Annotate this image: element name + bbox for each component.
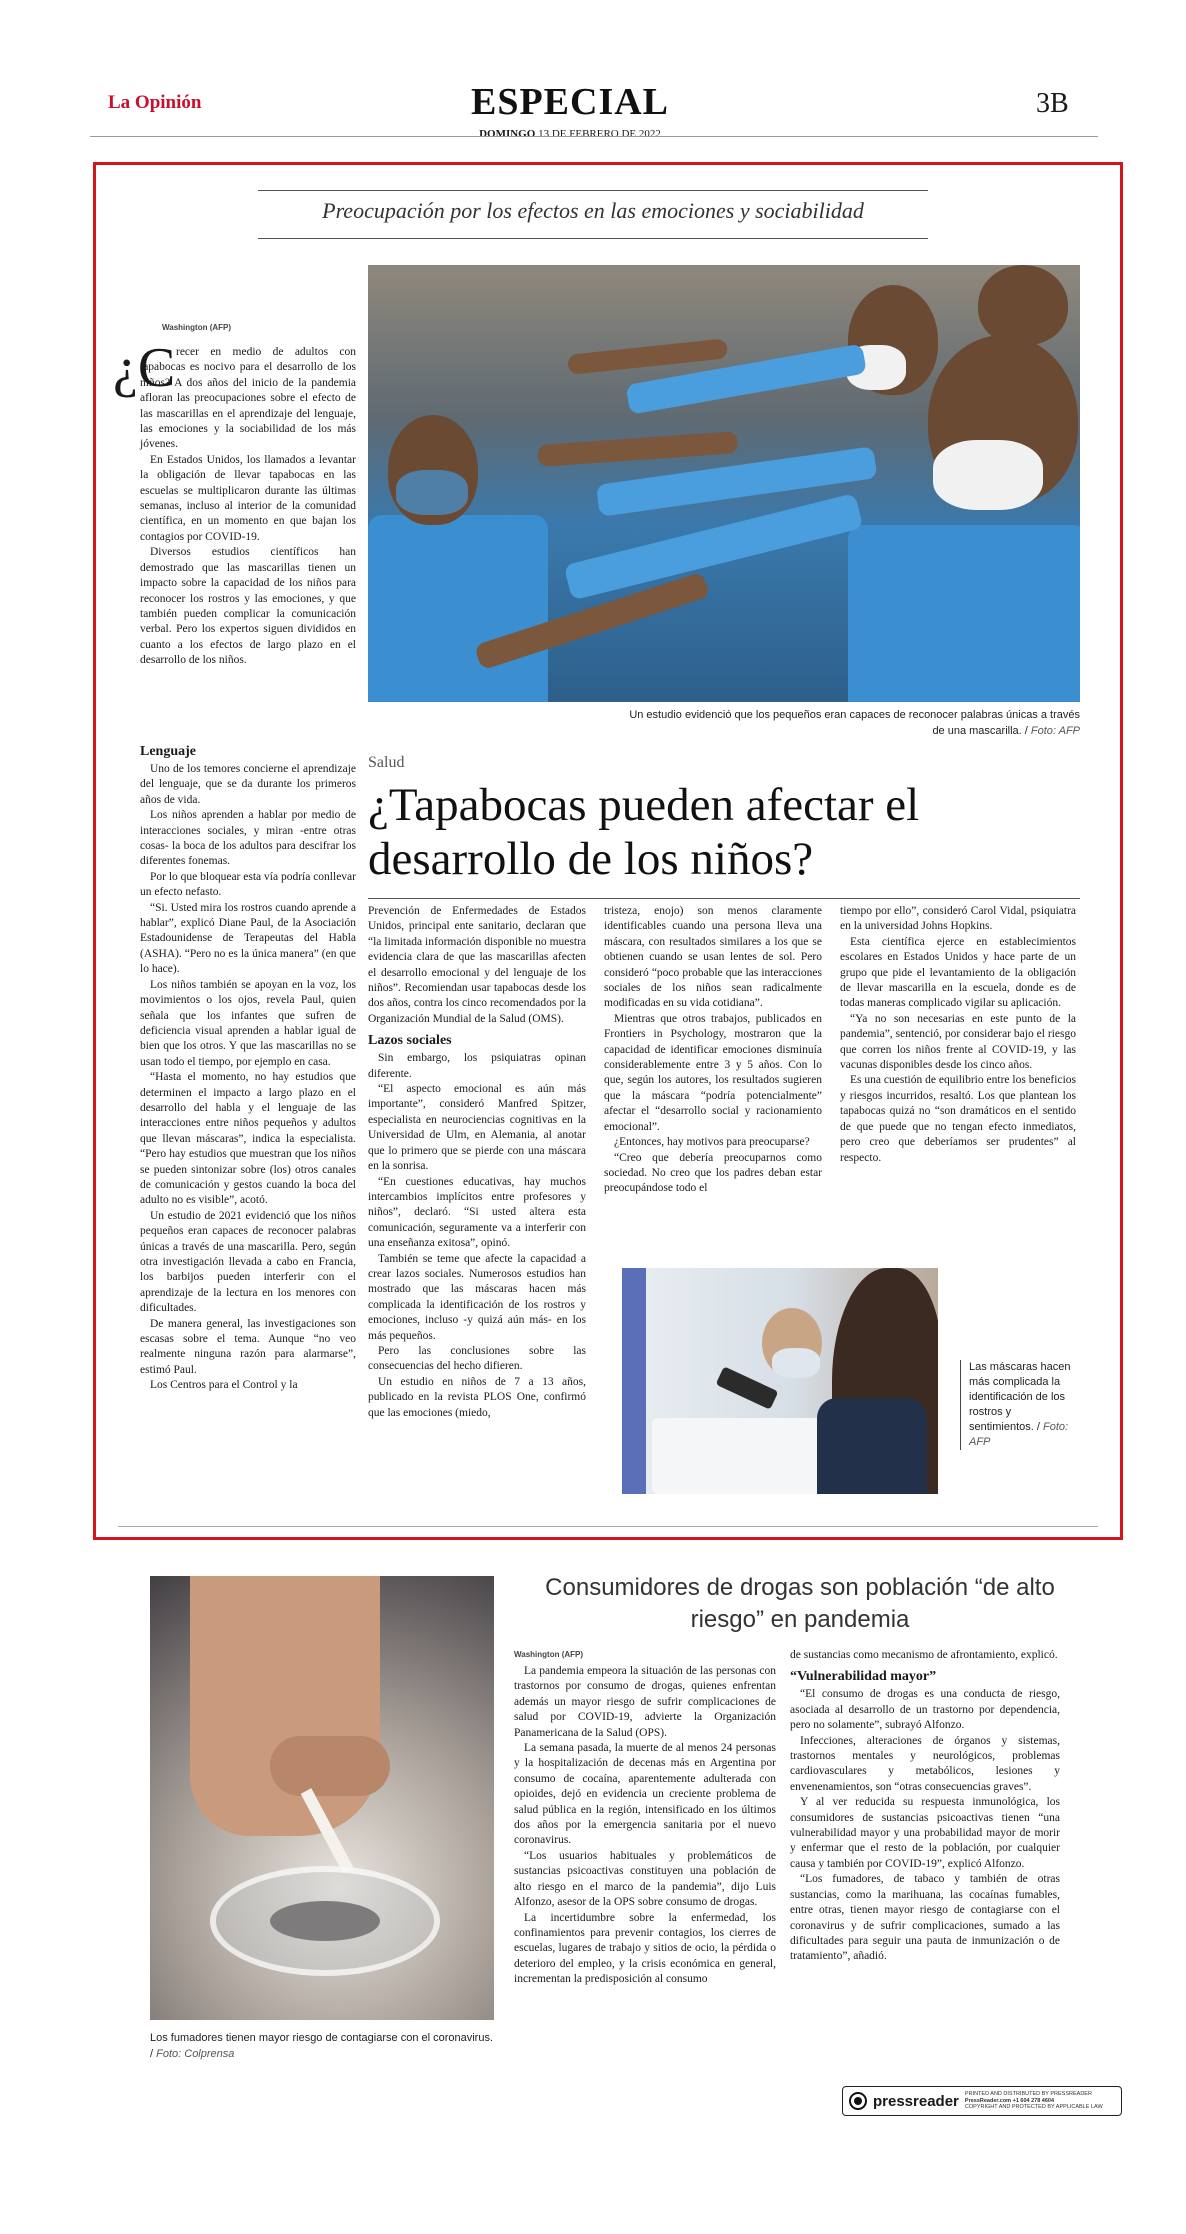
date-day: DOMINGO: [479, 128, 536, 140]
pressreader-notice: [965, 2091, 1103, 2111]
photo2-caption: [960, 1360, 1078, 1450]
section-label: Salud: [368, 754, 405, 771]
photo3-caption-text: Los fumadores tienen mayor riesgo de contagiarse con el coronavirus. /: [150, 2032, 494, 2060]
paragraph: La semana pasada, la muerte de al menos 24 personas y la hospitalización de decenas más en Argentina por consumo de cocaína, aparentemente adulterada con opioides, dejó en evidencia un creciente problema de salud pública en la región, intensificado en los últimos dos años por la emergencia sanitaria por el nuevo coronavirus.: [514, 1742, 776, 1847]
paragraph: Es una cuestión de equilibrio entre los beneficios y riesgos incurridos, resaltó. Los que plantean los tapabocas quizá no “son dramáticos en el sentido de que puede que no tengan efecto inmediatos, pero creo que deberíamos ser prudentes” al respecto.: [840, 1074, 1076, 1164]
subhead-vulnerabilidad: “Vulnerabilidad mayor”: [790, 1669, 937, 1685]
body-column-2: [368, 904, 586, 1421]
paragraph: Un estudio de 2021 evidenció que los niños pequeños eran capaces de reconocer palabras únicas a través de una mascarilla. Pero, según otra investigación llevada a cabo en Francia, los barbijos pueden interferir con el aprendizaje de la lectura en los menores con dificultades.: [140, 1209, 356, 1315]
publication-date: [400, 128, 740, 140]
article2-column-2: [790, 1648, 1060, 1965]
photo-credit: Foto: AFP: [1030, 725, 1080, 737]
paragraph: En Estados Unidos, los llamados a levantar la obligación de llevar tapabocas en las escuelas se multiplicaron durante las últimas semanas, incluso al interior de la comunidad científica, en un momento en que bajan los contagios por COVID-19.: [140, 453, 356, 543]
paragraph: recer en medio de adultos con tapabocas es nocivo para el desarrollo de los niños? A dos años del inicio de la pandemia afloran las preocupaciones sobre el efecto de las mascarillas en el aprendizaje del lenguaje, las emociones y la sociabilidad de los más jóvenes.: [140, 346, 356, 451]
body-column-3: [604, 904, 822, 1197]
body-column-4: [840, 904, 1076, 1166]
paragraph: “En cuestiones educativas, hay muchos intercambios implícitos entre profesores y niños”, declaró. “Si usted altera esta comunicación, seguramente va a interferir con una enseñanza exitosa”, opinó.: [368, 1175, 586, 1250]
paragraph: “Si. Usted mira los rostros cuando aprende a hablar”, explicó Diane Paul, de la Asociación Estadounidense de Terapeutas del Habla (ASHA). “Pero no es la única manera” (en que lo hace).: [140, 901, 356, 976]
newspaper-logo: La Opinión: [108, 92, 202, 113]
paragraph: “El consumo de drogas es una conducta de riesgo, asociada al desarrollo de un trastorno por dependencia, pero no solamente”, subrayó Alfonzo.: [790, 1688, 1060, 1732]
photo2-caption-text: Las máscaras hacen más complicada la identificación de los rostros y sentimientos. /: [969, 1361, 1071, 1433]
body-column-1a: [140, 345, 356, 669]
paragraph: Los niños aprenden a hablar por medio de interacciones sociales, y miran -entre otras cosas- la boca de los adultos para descifrar los diferentes fonemas.: [140, 809, 356, 868]
subhead-lenguaje: Lenguaje: [140, 744, 196, 759]
dateline: Washington (AFP): [162, 323, 232, 332]
photo3-credit: Foto: Colprensa: [156, 2048, 235, 2060]
paragraph: Diversos estudios científicos han demostrado que las mascarillas tienen un impacto sobre la capacidad de los niños para reconocer los rostros y las emociones, y que también pueden complicar la comunicación verbal. Pero los expertos siguen divididos en cuanto a los efectos de largo plazo en el desarrollo de los niños.: [140, 546, 356, 667]
article2-column-1: [514, 1664, 776, 1988]
pressreader-line-1: PRINTED AND DISTRIBUTED BY PRESSREADER: [964, 2091, 1092, 2098]
date-rest: 13 DE FEBRERO DE 2022: [535, 128, 661, 140]
paragraph: También se teme que afecte la capacidad a crear lazos sociales. Numerosos estudios han mostrado que las máscaras hacen más complicada la identificación de los rostros y emociones, incluso -y quizá aún más- en los más pequeños.: [368, 1252, 586, 1342]
paragraph: tristeza, enojo) son menos claramente identificables cuando una persona lleva una máscara, con resultados similares a los que se obtienen cuando se usan lentes de sol. Pero consideró “poco probable que las interacciones sociales de los niños sean radicalmente modificadas en su vida cotidiana”.: [604, 905, 822, 1010]
pressreader-line-3: COPYRIGHT AND PROTECTED BY APPLICABLE LAW: [964, 2104, 1103, 2111]
article2-dateline: Washington (AFP): [514, 1650, 584, 1659]
paragraph: Uno de los temores concierne el aprendizaje del lenguaje, que se da durante los primeros años de vida.: [140, 763, 356, 806]
header-rule: [90, 136, 1098, 137]
body-column-1b: [140, 738, 356, 1394]
paragraph: La pandemia empeora la situación de las personas con trastornos por consumo de drogas, quienes enfrentan además un mayor riesgo de sufrir complicaciones de salud por COVID-19, advierte la Organización Panamericana de la Salud (OPS).: [514, 1665, 776, 1739]
headline: ¿Tapabocas pueden afectar el desarrollo de los niños?: [368, 779, 920, 885]
headline-rule: [368, 898, 1080, 899]
article2-headline: Consumidores de drogas son población “de alto riesgo” en pandemia: [545, 1574, 1055, 1633]
paragraph: de sustancias como mecanismo de afrontamiento, explicó.: [790, 1649, 1058, 1661]
paragraph: tiempo por ello”, consideró Carol Vidal, psiquiatra en la universidad Johns Hopkins.: [840, 905, 1076, 933]
photo3-caption: [150, 2030, 494, 2062]
paragraph: Y al ver reducida su respuesta inmunológica, los consumidores de sustancias psicoactivas tienen “una vulnerabilidad mayor y una probabilidad mayor de morir y enfermar que el resto de la población, por cualquier causa y también por COVID-19”, explicó Alfonzo.: [790, 1796, 1060, 1870]
paragraph: Un estudio en niños de 7 a 13 años, publicado en la revista PLOS One, confirmó que las emociones (miedo,: [368, 1375, 586, 1419]
pressreader-badge[interactable]: [842, 2086, 1122, 2116]
paragraph: “Ya no son necesarias en este punto de la pandemia”, sentenció, por considerar bajo el riesgo que corren los niños frente al COVID-19, y las vacunas disponibles desde los cinco años.: [840, 1012, 1076, 1072]
pressreader-line-2: PressReader.com +1 604 278 4604: [964, 2097, 1055, 2104]
paragraph: Infecciones, alteraciones de órganos y sistemas, trastornos mentales y neurológicos, problemas cardiovasculares y metabólicos, lesiones y envenenamientos, son “otras consecuencias graves”.: [790, 1734, 1060, 1793]
paragraph: “Creo que debería preocuparnos como sociedad. No creo que los padres deban estar preocupándose todo el: [604, 1151, 822, 1195]
paragraph: ¿Entonces, hay motivos para preocuparse?: [614, 1136, 810, 1149]
paragraph: “Los usuarios habituales y problemáticos de sustancias psicoactivas constituyen una población de alto riesgo en el marco de la pandemia”, dijo Luis Alfonzo, asesor de la OPS sobre consumo de drogas.: [514, 1849, 776, 1909]
children-drawing-photo: [622, 1268, 938, 1494]
drop-cap: ¿C: [113, 337, 176, 399]
students-photo: [368, 265, 1080, 702]
cigarette-photo: [150, 1576, 494, 2020]
paragraph: De manera general, las investigaciones son escasas sobre el tema. Aunque “no veo realmente ninguna razón para alarmarse”, estimó Paul.: [140, 1317, 356, 1376]
paragraph: Sin embargo, los psiquiatras opinan diferente.: [368, 1052, 586, 1080]
paragraph: Pero las conclusiones sobre las consecuencias del hecho difieren.: [368, 1344, 586, 1373]
paragraph: Los niños también se apoyan en la voz, los movimientos o los ojos, revela Paul, quien señala que los infantes que sufren de deficiencia visual aprenden a hablar igual de bien que los otros. Y que las mascarillas no se usan todo el tiempo, por ejemplo en casa.: [140, 978, 356, 1068]
page-number: 3B: [1036, 88, 1069, 119]
pressreader-name: pressreader: [873, 2092, 959, 2110]
pressreader-logo-icon: [849, 2092, 867, 2110]
kicker-rule-bottom: [258, 238, 928, 239]
photo-caption: [620, 707, 1080, 739]
frame-bottom-rule: [118, 1526, 1098, 1527]
paragraph: Prevención de Enfermedades de Estados Unidos, principal ente sanitario, declaran que “la limitada información disponible no muestra evidencia clara de que las mascarillas afecten el desarrollo emocional y del lenguaje de los niños”. Recomiendan usar tapabocas desde los dos años, contra los cinco recomendados por la Organización Mundial de la Salud (OMS).: [368, 905, 586, 1025]
paragraph: La incertidumbre sobre la enfermedad, los confinamientos para prevenir contagios, los cierres de escuelas, lugares de trabajo y sitios de ocio, la pérdida o deterioro del empleo, y la crisis económica en general, incrementan la predisposición al consumo: [514, 1911, 776, 1986]
photo2-credit: Foto: AFP: [969, 1421, 1069, 1448]
paragraph: “Los fumadores, de tabaco y también de otras sustancias, como la marihuana, las cocaínas fumables, entre otras, tienen mayor riesgo de contagiarse con el coronavirus y de sufrir complicaciones, sumado a las dificultades para seguir una pauta de inmunización o de tratamiento”, añadió.: [790, 1873, 1060, 1963]
photo-caption-text: Un estudio evidenció que los pequeños eran capaces de reconocer palabras únicas a través de una mascarilla. /: [629, 709, 1080, 737]
kicker-rule-top: [258, 190, 928, 191]
paragraph: Los Centros para el Control y la: [150, 1379, 298, 1392]
paragraph: “Hasta el momento, no hay estudios que determinen el impacto a largo plazo en el desarrollo del habla y el lenguaje de las interacciones entre niños pequeños y adultos que llevan máscaras”, indica la especialista. “Pero hay estudios que muestran que los niños se pueden sintonizar sobre (los) otros canales de comunicación y gestos cuando la boca del adulto no es visible”, acotó.: [140, 1071, 356, 1207]
article-kicker: Preocupación por los efectos en las emociones y sociabilidad: [322, 198, 864, 223]
paragraph: “El aspecto emocional es aún más importante”, consideró Manfred Spitzer, especialista en neurociencias cognitivas en la Universidad de Ulm, en Alemania, al anotar que lo primero que se pierde con una máscara en la sonrisa.: [368, 1083, 586, 1173]
paragraph: Esta científica ejerce en establecimientos escolares en Estados Unidos y hace parte de un grupo que pide el levantamiento de la obligación de llevar mascarilla en la escuela, donde es de todas maneras complicado vigilar su aplicación.: [840, 935, 1076, 1010]
paragraph: Mientras que otros trabajos, publicados en Frontiers in Psychology, mostraron que la capacidad de identificar emociones disminuía considerablemente entre 3 y 5 años. Con lo que, según los autores, los resultados sugieren que la máscara “podría potencialmente” afectar el “desarrollo social y racionamiento emocional”.: [604, 1012, 822, 1133]
paragraph: Por lo que bloquear esta vía podría conllevar un efecto nefasto.: [140, 870, 356, 899]
subhead-lazos-sociales: Lazos sociales: [368, 1033, 452, 1049]
section-title: ESPECIAL: [470, 81, 670, 123]
